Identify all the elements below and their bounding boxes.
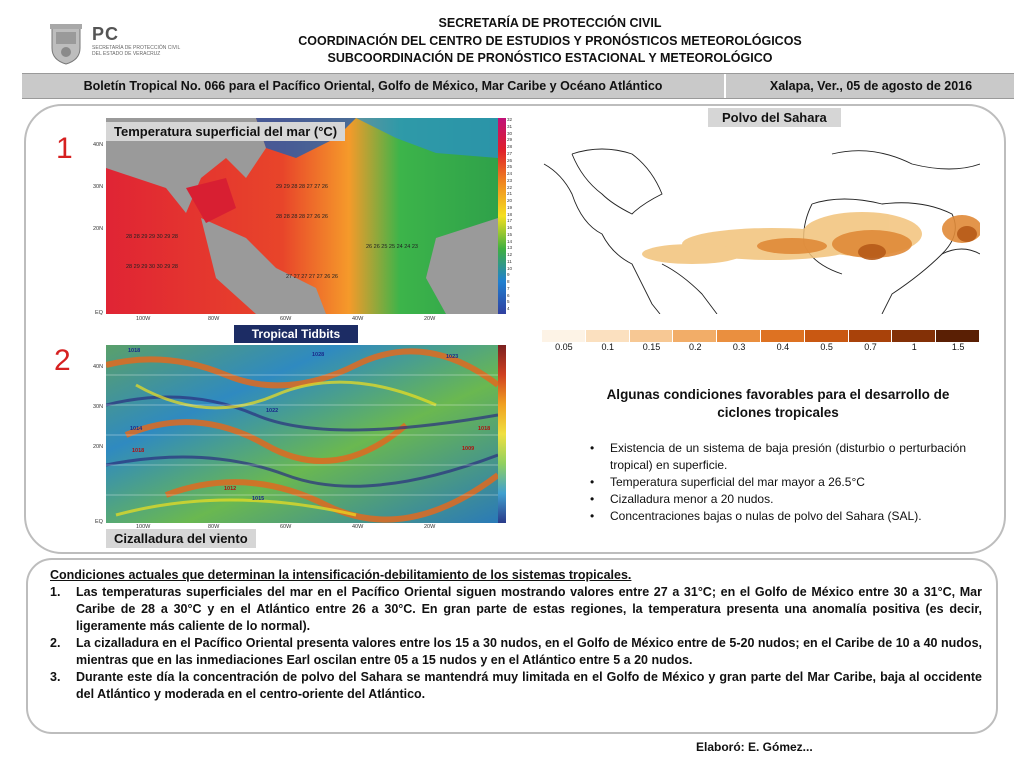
sst-colorbar-tick: 24	[507, 171, 513, 176]
pc-logo-text: PC	[92, 24, 120, 44]
sst-lat-label: EQ	[95, 310, 103, 316]
list-item: • Existencia de un sistema de baja presión (disturbio o perturbación tropical) en superficie.	[586, 440, 966, 474]
dust-scale-swatch	[936, 330, 980, 342]
sst-colorbar-tick: 15	[507, 231, 513, 237]
sst-colorbar-tick: 12	[507, 252, 513, 257]
dust-scale-label: 1	[911, 342, 917, 352]
dust-scale-label: 0.5	[820, 342, 833, 352]
list-item	[50, 584, 982, 635]
pressure-label: 1022	[266, 408, 279, 414]
sst-colorbar-tick: 31	[507, 123, 513, 129]
list-item: • Cizalladura menor a 20 nudos.	[586, 491, 966, 508]
dust-scale-swatch	[673, 330, 717, 342]
sst-lon-label: 60W	[280, 316, 292, 322]
header-coordinacion: COORDINACIÓN DEL CENTRO DE ESTUDIOS Y PRONÓSTICOS METEOROLÓGICOS	[298, 34, 802, 48]
sst-colorbar-tick: 19	[507, 204, 513, 210]
sst-colorbar-tick: 22	[507, 184, 513, 190]
sst-colorbar-tick: 5	[507, 299, 510, 305]
sst-colorbar-tick: 13	[507, 245, 513, 251]
pc-logo-subtext: SECRETARÍA DE PROTECCIÓN CIVIL DEL ESTADO DE VERACRUZ	[92, 45, 181, 57]
dust-scale-swatch	[717, 330, 761, 342]
dust-scale-swatch	[805, 330, 849, 342]
sst-colorbar-tick: 9	[507, 272, 510, 278]
list-item: • Temperatura superficial del mar mayor a 26.5°C	[586, 474, 966, 491]
bulletin-date: Xalapa, Ver., 05 de agosto de 2016	[769, 79, 973, 93]
sst-colorbar-tick: 29	[507, 137, 513, 143]
list-item: • Concentraciones bajas o nulas de polvo del Sahara (SAL).	[586, 508, 966, 525]
conditions-title: Algunas condiciones favorables para el desarrollo de ciclones tropicales	[606, 387, 950, 420]
sst-map-label: Temperatura superficial del mar (°C)	[106, 122, 345, 141]
dust-scale-label: 1.5	[951, 342, 965, 352]
sst-colorbar-tick: 8	[507, 279, 510, 284]
sst-lat-label: 40N	[93, 142, 104, 148]
shear-colorbar	[498, 345, 506, 523]
svg-text:28 29 29 30 30 29 28: 28 29 29 30 30 29 28	[126, 264, 178, 270]
shear-lat-label: 30N	[93, 404, 104, 410]
sst-colorbar-tick: 28	[507, 144, 513, 149]
shear-lon-label: 80W	[208, 524, 220, 530]
shear-lon-label: 40W	[352, 524, 364, 530]
bulletin-bar	[22, 73, 1014, 99]
dust-scale-swatch	[849, 330, 893, 342]
svg-text:27 27 27 27 27 26 26: 27 27 27 27 27 26 26	[286, 274, 338, 280]
panel-number-2: 2	[54, 344, 71, 377]
sst-colorbar-tick: 16	[507, 225, 513, 230]
sst-colorbar-tick: 17	[507, 218, 513, 224]
dust-scale-swatch	[586, 330, 630, 342]
dust-scale-label: 0.1	[601, 342, 614, 352]
svg-text:28 28 28 28 27 26 26: 28 28 28 28 27 26 26	[276, 214, 328, 220]
sst-colorbar-tick: 30	[507, 130, 513, 136]
sst-lon-label: 100W	[136, 316, 151, 322]
current-conditions-title: Condiciones actuales que determinan la intensificación-debilitamiento de los sistemas tropicales.	[50, 568, 632, 582]
sst-colorbar-tick: 11	[507, 258, 512, 264]
dust-colorbar-labels	[542, 342, 980, 356]
sst-colorbar-tick: 4	[507, 306, 510, 311]
item-number: 3.	[50, 670, 61, 684]
sst-colorbar-tick: 26	[507, 157, 513, 163]
wind-shear-map	[106, 345, 498, 523]
dust-scale-swatch	[630, 330, 674, 342]
sst-map	[106, 118, 498, 314]
shear-map-label: Cizalladura del viento	[106, 529, 256, 548]
pressure-label: 1018	[132, 448, 145, 454]
sst-colorbar-tick: 21	[507, 191, 513, 197]
dust-scale-label: 0.4	[776, 342, 790, 352]
sst-colorbar-tick: 25	[507, 164, 513, 170]
sst-colorbar-tick: 20	[507, 198, 513, 203]
sst-lon-label: 20W	[424, 316, 436, 322]
shear-lat-label: 40N	[93, 364, 104, 370]
item-text: Durante este día la concentración de polvo del Sahara se mantendrá muy limitada en el Golfo de México y gran parte del Mar Caribe, baja al occidente del Atlántico y moderada en el centro-oriente del Atlántico.	[76, 670, 982, 701]
dust-scale-swatch	[761, 330, 805, 342]
dust-scale-label: 0.05	[555, 342, 573, 352]
bulletin-title: Boletín Tropical No. 066 para el Pacífico Oriental, Golfo de México, Mar Caribe y Océano Atlántico	[22, 74, 726, 98]
sst-colorbar-tick: 7	[507, 285, 510, 291]
shear-lon-label: 60W	[280, 524, 292, 530]
shear-lon-label: 20W	[424, 524, 436, 530]
sst-colorbar-tick: 10	[507, 265, 513, 271]
dust-scale-label: 0.2	[689, 342, 702, 352]
pressure-label: 1012	[224, 486, 237, 492]
tropical-tidbits-watermark: Tropical Tidbits	[234, 325, 358, 343]
sst-lat-label: 30N	[93, 184, 104, 190]
shear-lat-label: EQ	[95, 519, 103, 525]
sst-colorbar-tick: 32	[507, 117, 513, 122]
sst-colorbar-tick: 14	[507, 238, 513, 244]
sst-colorbar-tick: 27	[507, 150, 513, 156]
shear-lon-label: 100W	[136, 524, 151, 530]
state-coat-of-arms-logo	[46, 22, 86, 66]
item-text: La cizalladura en el Pacífico Oriental presenta valores entre los 15 a 30 nudos, en el Golfo de México entre de 5-20 nudos; en el Caribe de 10 a 40 nudos, mientras que en las inmediaciones Earl oscilan entre 05 a 15 nudos y en el Atlántico entre 5 a 20 nudos.	[76, 636, 982, 667]
svg-text:28 28 29 29 30 29 28: 28 28 29 29 30 29 28	[126, 234, 178, 240]
author-credit: Elaboró: E. Gómez...	[696, 740, 813, 754]
sst-colorbar-tick: 23	[507, 177, 513, 183]
pressure-label: 1028	[312, 352, 325, 358]
svg-text:26 26 25 25 24 24 23: 26 26 25 25 24 24 23	[366, 244, 418, 250]
item-text: Las temperaturas superficiales del mar en el Pacífico Oriental siguen mostrando valores entre 27 a 31°C; en el Golfo de México entre 30 a 31°C, Mar Caribe de 28 a 30°C y en el Atlántico entre 26 a 30°C. En gran parte de estas regiones, la temperatura presenta una anomalía positiva (es decir, ligeramente más caliente de lo normal).	[76, 585, 982, 633]
pressure-label: 1018	[128, 348, 141, 354]
dust-scale-label: 0.7	[864, 342, 877, 352]
item-number: 1.	[50, 585, 61, 599]
sst-lat-label: 20N	[93, 226, 104, 232]
header-secretaria: SECRETARÍA DE PROTECCIÓN CIVIL	[438, 16, 662, 30]
sst-colorbar-tick: 18	[507, 211, 513, 217]
dust-colorbar	[542, 330, 980, 342]
sst-colorbar-tick: 6	[507, 292, 510, 298]
dust-scale-label: 0.15	[642, 342, 661, 352]
dust-scale-swatch	[542, 330, 586, 342]
item-number: 2.	[50, 636, 61, 650]
pressure-label: 1018	[478, 426, 491, 432]
dust-map-label: Polvo del Sahara	[708, 108, 841, 127]
sst-lon-label: 80W	[208, 316, 220, 322]
list-item	[50, 669, 982, 703]
dust-scale-label: 0.3	[732, 342, 746, 352]
saharan-dust-map	[542, 134, 980, 314]
dust-scale-swatch	[892, 330, 936, 342]
current-conditions-list	[50, 584, 982, 703]
sst-lon-label: 40W	[352, 316, 364, 322]
pressure-label: 1023	[446, 354, 459, 360]
header-subcoordinacion: SUBCOORDINACIÓN DE PRONÓSTICO ESTACIONAL Y METEOROLÓGICO	[327, 51, 773, 65]
pressure-label: 1014	[130, 426, 143, 432]
shear-lat-label: 20N	[93, 444, 104, 450]
sst-colorbar-ticks	[507, 117, 517, 313]
svg-text:29 29 28 28 27 27 26: 29 29 28 28 27 27 26	[276, 184, 328, 190]
conditions-list	[586, 440, 966, 525]
pressure-label: 1015	[252, 496, 265, 502]
pressure-label: 1009	[462, 446, 475, 452]
list-item	[50, 635, 982, 669]
sst-colorbar	[498, 118, 506, 314]
panel-number-1: 1	[56, 132, 73, 165]
